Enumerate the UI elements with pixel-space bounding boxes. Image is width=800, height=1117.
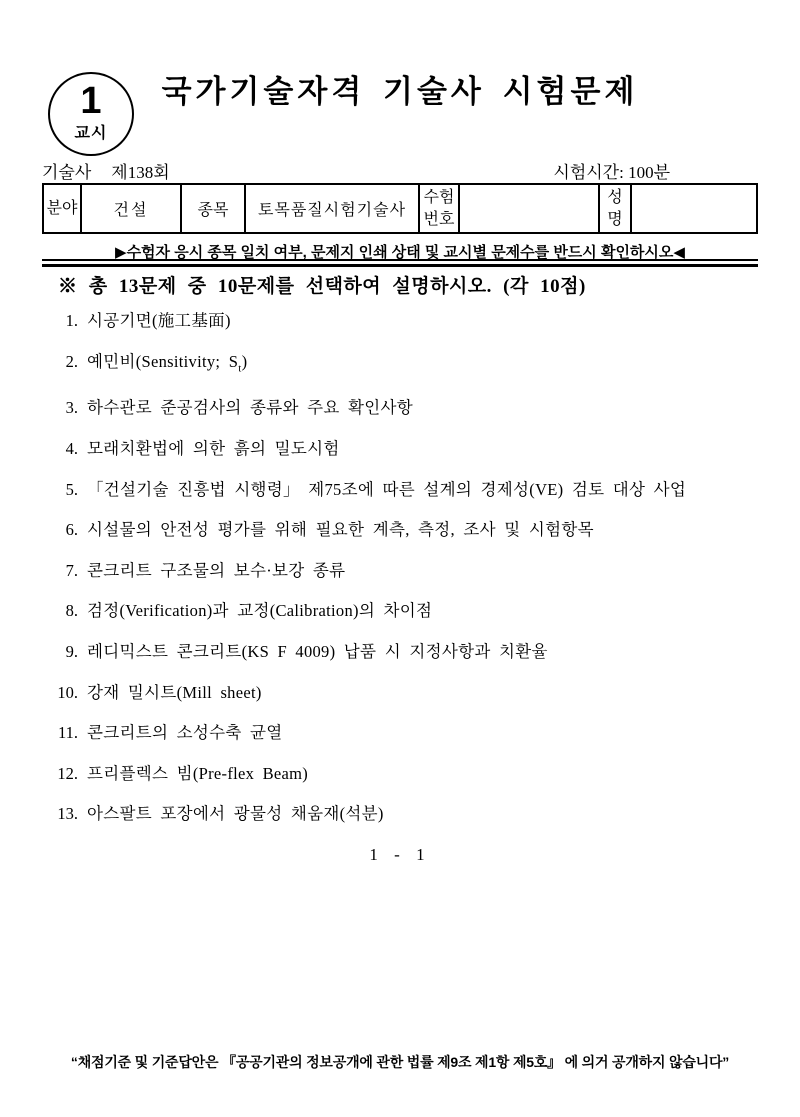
question-text: 시설물의 안전성 평가를 위해 필요한 계측, 측정, 조사 및 시험항목 xyxy=(87,520,594,540)
question-number: 12. xyxy=(57,763,78,783)
question-number: 5. xyxy=(65,479,78,499)
question-text: 검정(Verification)과 교정(Calibration)의 차이점 xyxy=(87,601,433,621)
question-text: 프리플렉스 빔(Pre-flex Beam) xyxy=(87,763,309,783)
question-item xyxy=(44,353,764,377)
question-number: 4. xyxy=(65,439,78,459)
question-text xyxy=(87,353,247,377)
confidentiality-footer: “채점기준 및 기준답안은 『공공기관의 정보공개에 관한 법률 제9조 제1항 제5호』 에 의거 공개하지 않습니다” xyxy=(70,1054,730,1070)
period-label: 교시 xyxy=(74,124,108,142)
question-text: 강재 밀시트(Mill sheet) xyxy=(87,682,262,702)
name-label: 성명 xyxy=(599,184,631,233)
question-item xyxy=(44,684,764,702)
session-number: 제138회 xyxy=(111,163,170,182)
question-item xyxy=(44,805,764,823)
question-number: 9. xyxy=(65,642,78,662)
question-text: 콘크리트의 소성수축 균열 xyxy=(87,723,283,743)
exam-session xyxy=(42,158,190,183)
page-number: 1 - 1 xyxy=(369,845,431,864)
question-item xyxy=(44,440,764,458)
question-number: 10. xyxy=(57,682,78,702)
question-item xyxy=(44,765,764,783)
question-number: 2. xyxy=(65,351,78,371)
verification-notice: ▶수험자 응시 종목 일치 여부, 문제지 인쇄 상태 및 교시별 문제수를 반드시 확인하시오◀ xyxy=(115,244,685,261)
question-number: 8. xyxy=(65,601,78,621)
question-item xyxy=(44,399,764,417)
question-list xyxy=(44,312,764,823)
exam-number-label: 수험번호 xyxy=(419,184,459,233)
question-item xyxy=(44,312,764,330)
question-item xyxy=(44,724,764,742)
question-text: 아스팔트 포장에서 광물성 채움재(석분) xyxy=(87,804,384,824)
subject-label: 종목 xyxy=(181,184,245,233)
field-value: 건설 xyxy=(81,184,181,233)
question-number: 13. xyxy=(57,804,78,824)
table-row xyxy=(43,184,757,233)
question-text: 콘크리트 구조물의 보수·보강 종류 xyxy=(87,560,346,580)
question-text: 모래치환법에 의한 흙의 밀도시험 xyxy=(87,439,340,459)
name-cell xyxy=(631,184,757,233)
question-text-main: 예민비(Sensitivity; S xyxy=(87,351,239,371)
question-item xyxy=(44,521,764,539)
question-item xyxy=(44,481,764,499)
divider-rule xyxy=(42,259,758,267)
candidate-info-table xyxy=(42,183,758,234)
question-number: 1. xyxy=(65,311,78,330)
exam-number-cell xyxy=(459,184,599,233)
question-text-tail: ) xyxy=(241,351,248,371)
question-text: 레디믹스트 콘크리트(KS F 4009) 납품 시 지정사항과 치환율 xyxy=(87,642,548,662)
question-text: 시공기면(施工基面) xyxy=(87,311,231,330)
question-item xyxy=(44,562,764,580)
question-number: 11. xyxy=(57,723,78,743)
question-text-subscript: t xyxy=(238,361,242,374)
question-text: 「건설기술 진흥법 시행령」 제75조에 따른 설계의 경제성(VE) 검토 대상 사업 xyxy=(87,479,687,499)
exam-duration: 시험시간: 100분 xyxy=(553,163,670,182)
selection-instruction: ※ 총 13문제 중 10문제를 선택하여 설명하시오. (각 10점) xyxy=(58,276,586,297)
question-item xyxy=(44,643,764,661)
meta-row xyxy=(42,158,758,183)
question-number: 3. xyxy=(65,398,78,418)
subject-value: 토목품질시험기술사 xyxy=(245,184,419,233)
question-item xyxy=(44,602,764,620)
field-label: 분야 xyxy=(43,184,81,233)
page-title: 국가기술자격 기술사 시험문제 xyxy=(161,74,639,109)
question-text: 하수관로 준공검사의 종류와 주요 확인사항 xyxy=(87,398,414,418)
exam-name: 기술사 xyxy=(42,163,92,182)
question-number: 6. xyxy=(65,520,78,540)
period-number: 1 xyxy=(80,80,102,123)
question-number: 7. xyxy=(65,560,78,580)
